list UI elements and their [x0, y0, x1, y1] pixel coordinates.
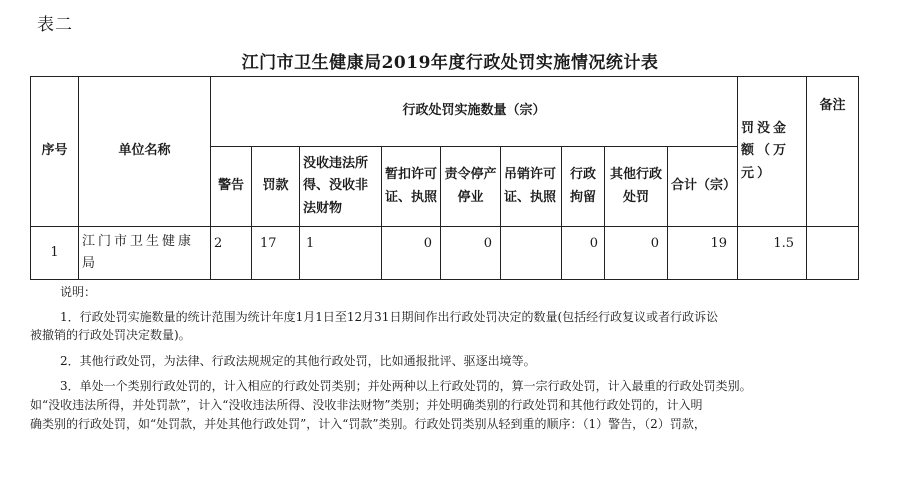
cell-seq: 1 — [31, 227, 79, 280]
header-detention: 行政拘留 — [562, 147, 605, 227]
cell-license-revocation — [501, 227, 562, 280]
header-unit-name: 单位名称 — [79, 77, 211, 227]
cell-fine-amount: 1.5 — [738, 227, 807, 280]
cell-unit-name: 江门市卫生健康局 — [79, 227, 211, 280]
header-penalty-count-group: 行政处罚实施数量（宗） — [211, 77, 738, 147]
cell-warning: 2 — [211, 227, 252, 280]
header-confiscation: 没收违法所得、没收非法财物 — [300, 147, 382, 227]
cell-remark — [807, 227, 859, 280]
note-2: 2．其他行政处罚，为法律、行政法规规定的其他行政处罚，比如通报批评、驱逐出境等。 — [60, 353, 536, 368]
cell-license-suspension: 0 — [382, 227, 441, 280]
header-fine-amount: 罚没金额（万元） — [738, 77, 807, 227]
cell-suspend-business: 0 — [441, 227, 501, 280]
document-title: 江门市卫生健康局2019年度行政处罚实施情况统计表 — [241, 53, 659, 73]
header-suspend-business: 责令停产停业 — [441, 147, 501, 227]
header-total: 合计（宗） — [668, 147, 738, 227]
header-seq: 序号 — [31, 77, 79, 227]
note-3-line-2: 如“没收违法所得，并处罚款”，计入“没收违法所得、没收非法财物”类别；并处明确类别的行政处罚和其他行政处罚的，计入明 — [30, 397, 703, 412]
cell-total: 19 — [668, 227, 738, 280]
table-label: 表二 — [37, 15, 73, 35]
header-fine: 罚款 — [252, 147, 300, 227]
cell-detention: 0 — [562, 227, 605, 280]
statistics-table — [30, 76, 859, 280]
cell-fine: 17 — [252, 227, 300, 280]
header-license-revocation: 吊销许可证、执照 — [501, 147, 562, 227]
note-3-line-1: 3．单处一个类别行政处罚的，计入相应的行政处罚类别；并处两种以上行政处罚的，算一宗行政处罚，计入最重的行政处罚类别。 — [60, 379, 752, 394]
cell-other-penalty: 0 — [605, 227, 668, 280]
note-1-line-2: 被撤销的行政处罚决定数量)。 — [30, 328, 191, 343]
cell-confiscation: 1 — [300, 227, 382, 280]
table-row — [31, 227, 859, 280]
header-remark: 备注 — [807, 77, 859, 227]
header-other-penalty: 其他行政处罚 — [605, 147, 668, 227]
notes-heading: 说明： — [60, 285, 97, 299]
note-1-line-1: 1．行政处罚实施数量的统计范围为统计年度1月1日至12月31日期间作出行政处罚决定的数量(包括经行政复议或者行政诉讼 — [60, 309, 719, 324]
header-warning: 警告 — [211, 147, 252, 227]
header-row-group — [31, 77, 859, 147]
note-3-line-3: 确类别的行政处罚，如“处罚款，并处其他行政处罚”，计入“罚款”类别。行政处罚类别从轻到重的顺序：（1）警告，（2）罚款， — [30, 416, 706, 431]
header-license-suspension: 暂扣许可证、执照 — [382, 147, 441, 227]
notes-section — [30, 283, 870, 440]
